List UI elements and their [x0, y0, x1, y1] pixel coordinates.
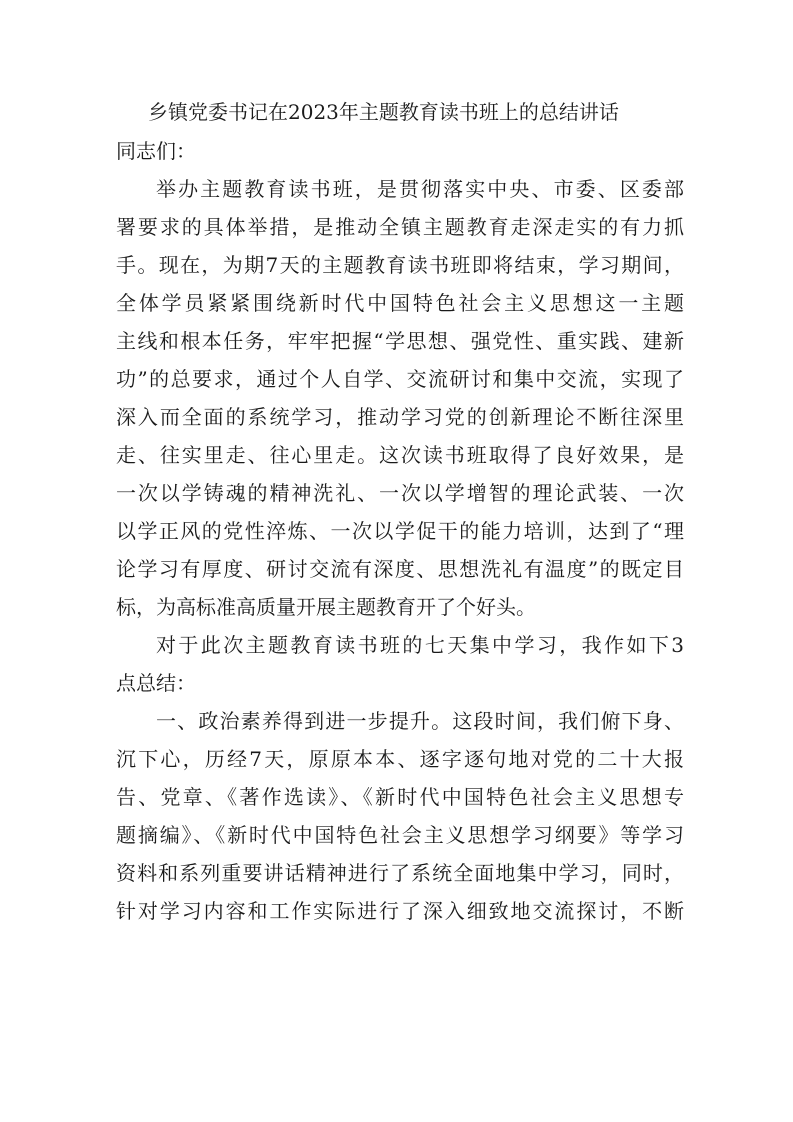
- paragraph-1-line-10: 以学正风的党性淬炼、一次以学促干的能力培训，达到了“理: [116, 519, 684, 543]
- paragraph-1-line-2: 署要求的具体举措，是推动全镇主题教育走深走实的有力抓: [116, 215, 684, 239]
- paragraph-1-line-3: 手。现在，为期7天的主题教育读书班即将结束，学习期间，: [116, 253, 684, 277]
- paragraph-1-line-8: 走、往实里走、往心里走。这次读书班取得了良好效果，是: [116, 443, 684, 467]
- paragraph-3-line-4: 题摘编》、《新时代中国特色社会主义思想学习纲要》等学习: [116, 823, 684, 847]
- paragraph-1-line-12: 标，为高标准高质量开展主题教育开了个好头。: [116, 595, 536, 619]
- paragraph-1-line-11: 论学习有厚度、研讨交流有深度、思想洗礼有温度”的既定目: [116, 557, 684, 581]
- paragraph-3-line-5: 资料和系列重要讲话精神进行了系统全面地集中学习，同时，: [116, 861, 684, 885]
- paragraph-3-line-6: 针对学习内容和工作实际进行了深入细致地交流探讨，不断: [116, 899, 684, 923]
- paragraph-2-line-1: 对于此次主题教育读书班的七天集中学习，我作如下3: [156, 633, 684, 657]
- paragraph-3-line-1: 一、政治素养得到进一步提升。这段时间，我们俯下身、: [156, 709, 684, 733]
- paragraph-1-line-1: 举办主题教育读书班，是贯彻落实中央、市委、区委部: [156, 177, 684, 201]
- document-title: 乡镇党委书记在2023年主题教育读书班上的总结讲话: [148, 100, 619, 124]
- paragraph-3-line-3: 告、党章、《著作选读》、《新时代中国特色社会主义思想专: [116, 785, 684, 809]
- paragraph-3-line-2: 沉下心，历经7天，原原本本、逐字逐句地对党的二十大报: [116, 747, 684, 771]
- paragraph-2-line-2: 点总结：: [116, 671, 196, 695]
- paragraph-1-line-6: 功”的总要求，通过个人自学、交流研讨和集中交流，实现了: [116, 367, 684, 391]
- salutation: 同志们：: [116, 139, 196, 163]
- paragraph-1-line-4: 全体学员紧紧围绕新时代中国特色社会主义思想这一主题: [116, 291, 684, 315]
- paragraph-1-line-5: 主线和根本任务，牢牢把握“学思想、强党性、重实践、建新: [116, 329, 684, 353]
- paragraph-1-line-9: 一次以学铸魂的精神洗礼、一次以学增智的理论武装、一次: [116, 481, 684, 505]
- paragraph-1-line-7: 深入而全面的系统学习，推动学习党的创新理论不断往深里: [116, 405, 684, 429]
